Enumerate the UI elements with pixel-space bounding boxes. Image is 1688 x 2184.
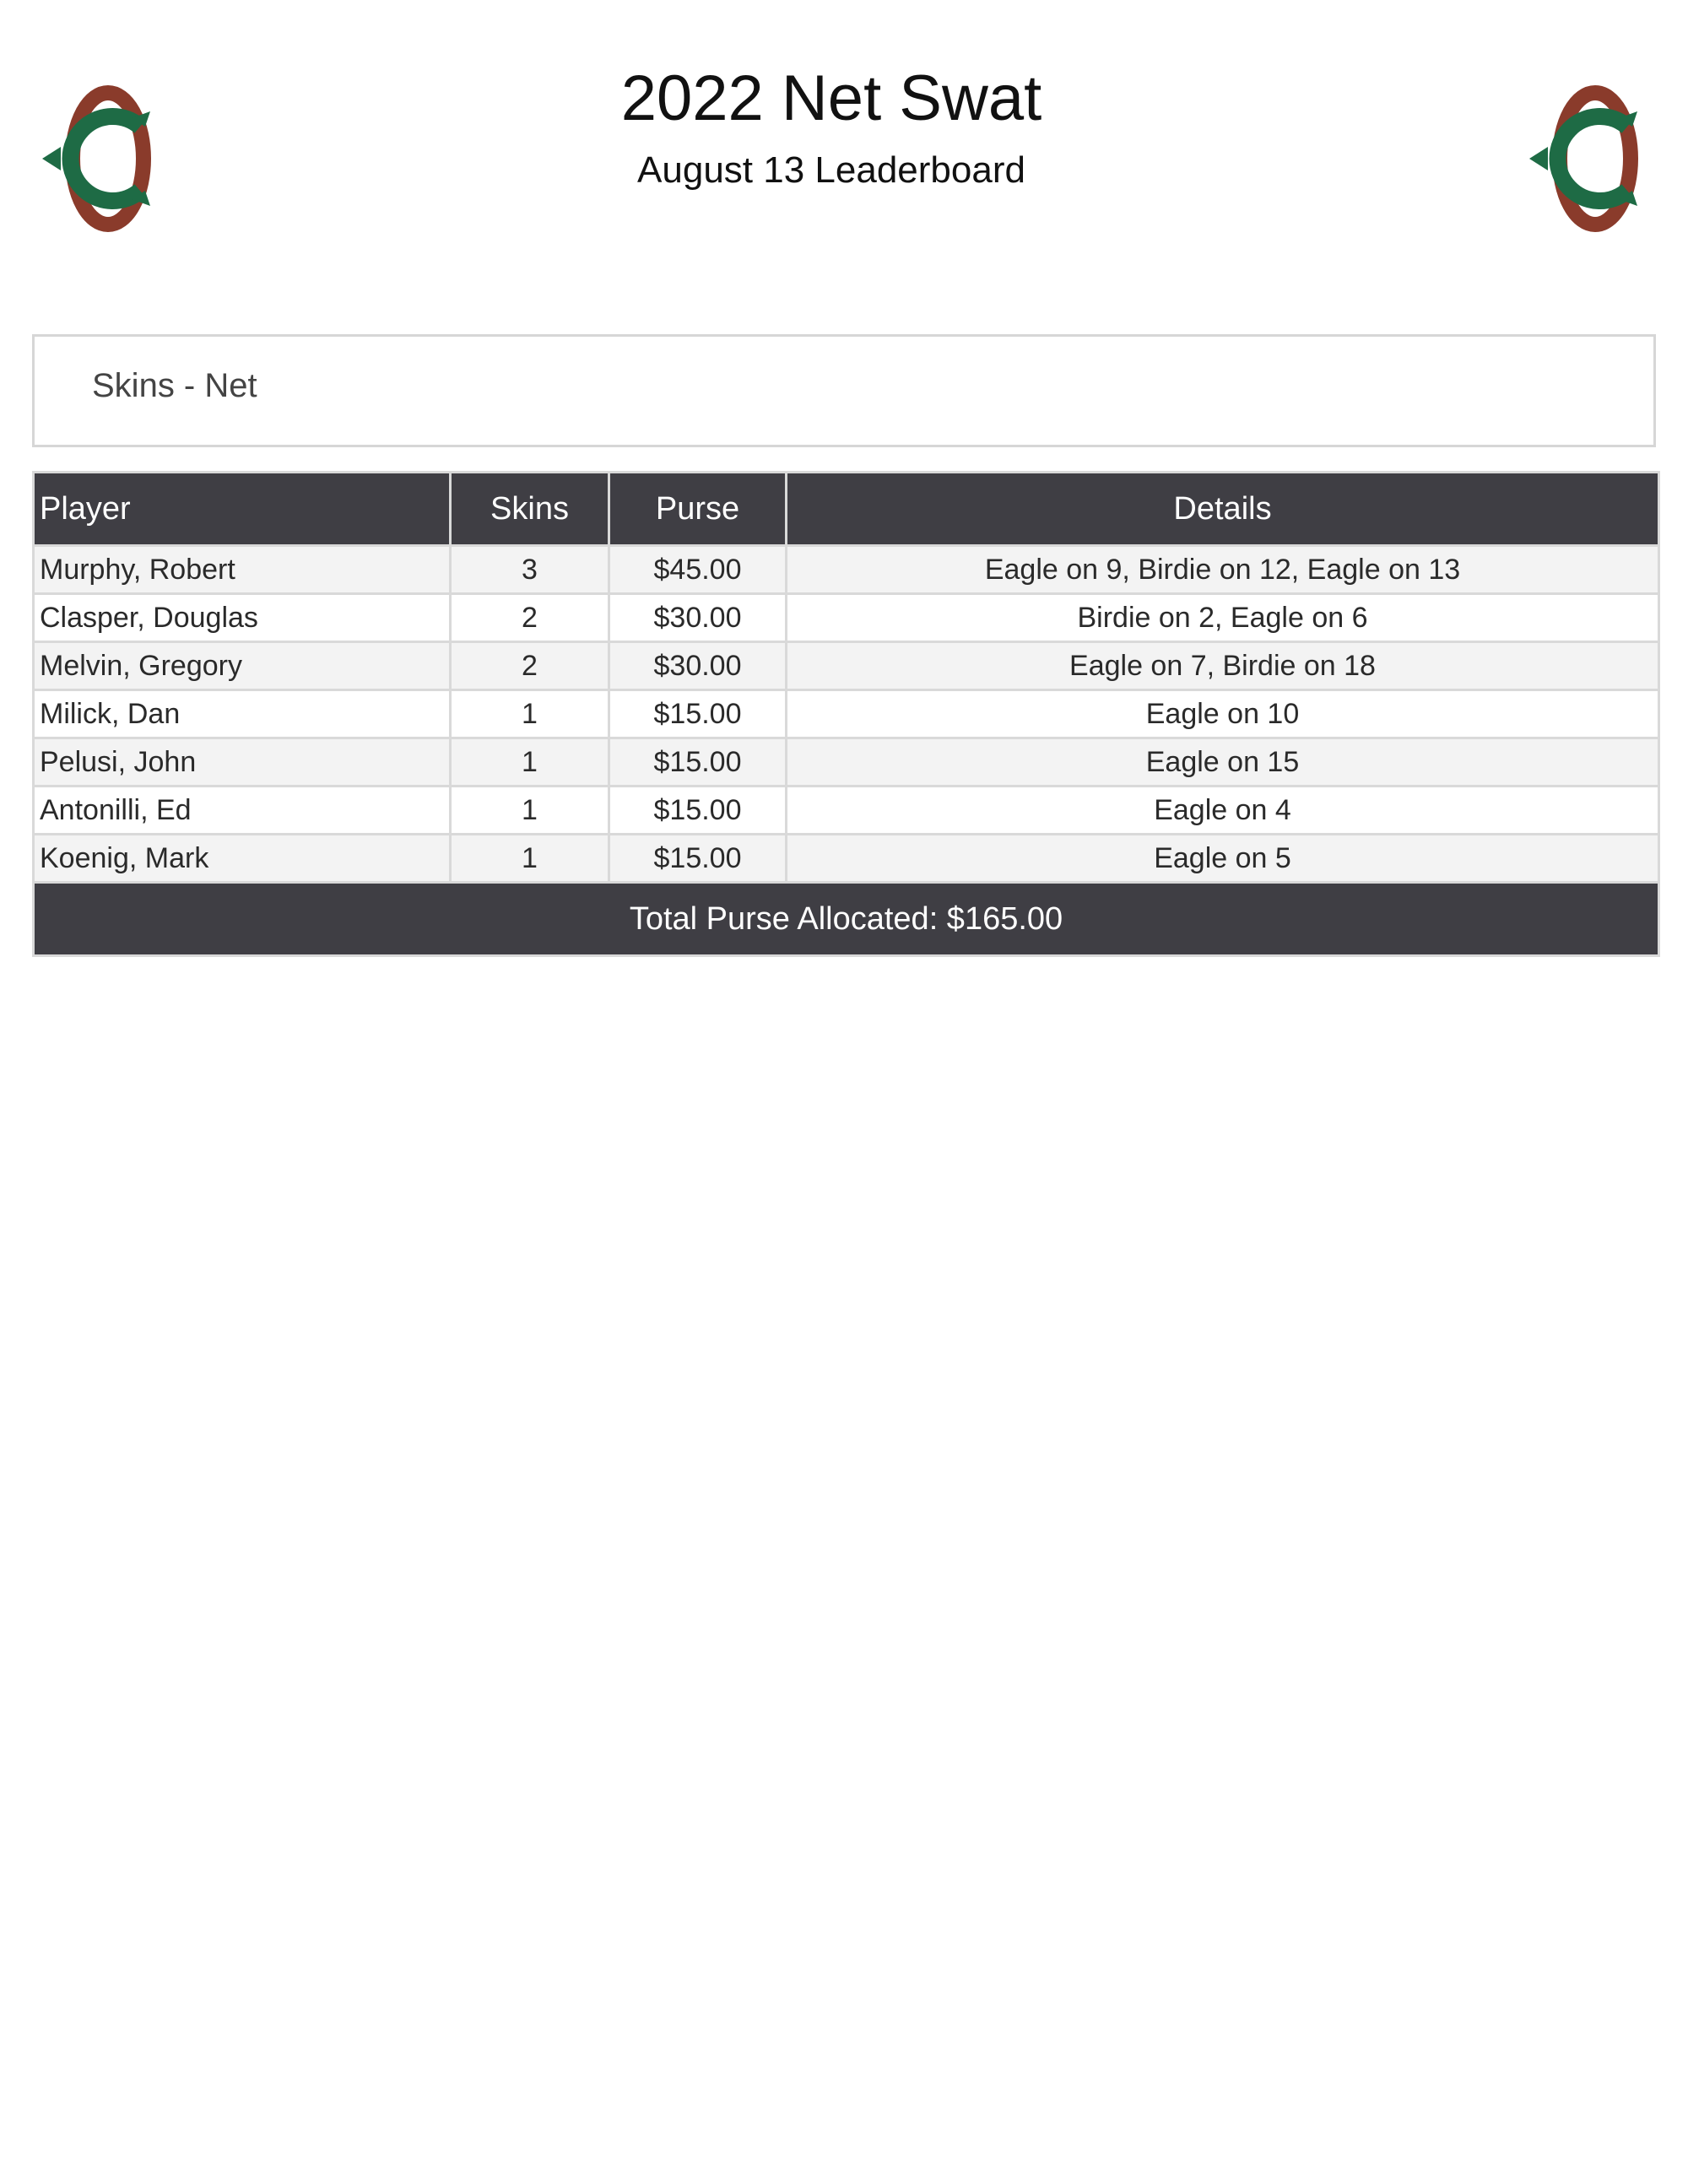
skin-details: Eagle on 5: [787, 835, 1659, 883]
page-title: 2022 Net Swat: [620, 62, 1042, 134]
skins-count: 1: [451, 835, 609, 883]
skin-details: Eagle on 7, Birdie on 18: [787, 642, 1659, 690]
column-header-skins: Skins: [451, 473, 609, 546]
skin-details: Eagle on 9, Birdie on 12, Eagle on 13: [787, 546, 1659, 594]
player-name: Melvin, Gregory: [34, 642, 451, 690]
page-subtitle: August 13 Leaderboard: [637, 149, 1025, 191]
column-header-details: Details: [787, 473, 1659, 546]
column-header-purse: Purse: [609, 473, 787, 546]
skins-count: 2: [451, 642, 609, 690]
skin-details: Eagle on 4: [787, 787, 1659, 835]
player-name: Koenig, Mark: [34, 835, 451, 883]
purse-amount: $30.00: [609, 642, 787, 690]
table-row: [34, 787, 1659, 835]
table-row: [34, 835, 1659, 883]
skins-count: 2: [451, 594, 609, 642]
player-name: Pelusi, John: [34, 738, 451, 787]
table-row: [34, 546, 1659, 594]
table-header-row: [34, 473, 1659, 546]
table-row: [34, 738, 1659, 787]
skins-count: 1: [451, 738, 609, 787]
table-row: [34, 690, 1659, 738]
skin-details: Birdie on 2, Eagle on 6: [787, 594, 1659, 642]
player-name: Milick, Dan: [34, 690, 451, 738]
purse-amount: $15.00: [609, 787, 787, 835]
section-header: [32, 334, 1656, 447]
purse-amount: $15.00: [609, 738, 787, 787]
table-total-row: [34, 883, 1659, 956]
player-name: Murphy, Robert: [34, 546, 451, 594]
skin-details: Eagle on 15: [787, 738, 1659, 787]
skins-count: 1: [451, 690, 609, 738]
purse-amount: $15.00: [609, 835, 787, 883]
player-name: Clasper, Douglas: [34, 594, 451, 642]
table-row: [34, 642, 1659, 690]
table-row: [34, 594, 1659, 642]
skins-results-table: [32, 471, 1660, 957]
purse-amount: $15.00: [609, 690, 787, 738]
purse-amount: $45.00: [609, 546, 787, 594]
skins-count: 3: [451, 546, 609, 594]
player-name: Antonilli, Ed: [34, 787, 451, 835]
section-title: Skins - Net: [92, 367, 257, 404]
column-header-player: Player: [34, 473, 451, 546]
skin-details: Eagle on 10: [787, 690, 1659, 738]
skins-count: 1: [451, 787, 609, 835]
purse-amount: $30.00: [609, 594, 787, 642]
total-purse: Total Purse Allocated: $165.00: [34, 883, 1659, 956]
